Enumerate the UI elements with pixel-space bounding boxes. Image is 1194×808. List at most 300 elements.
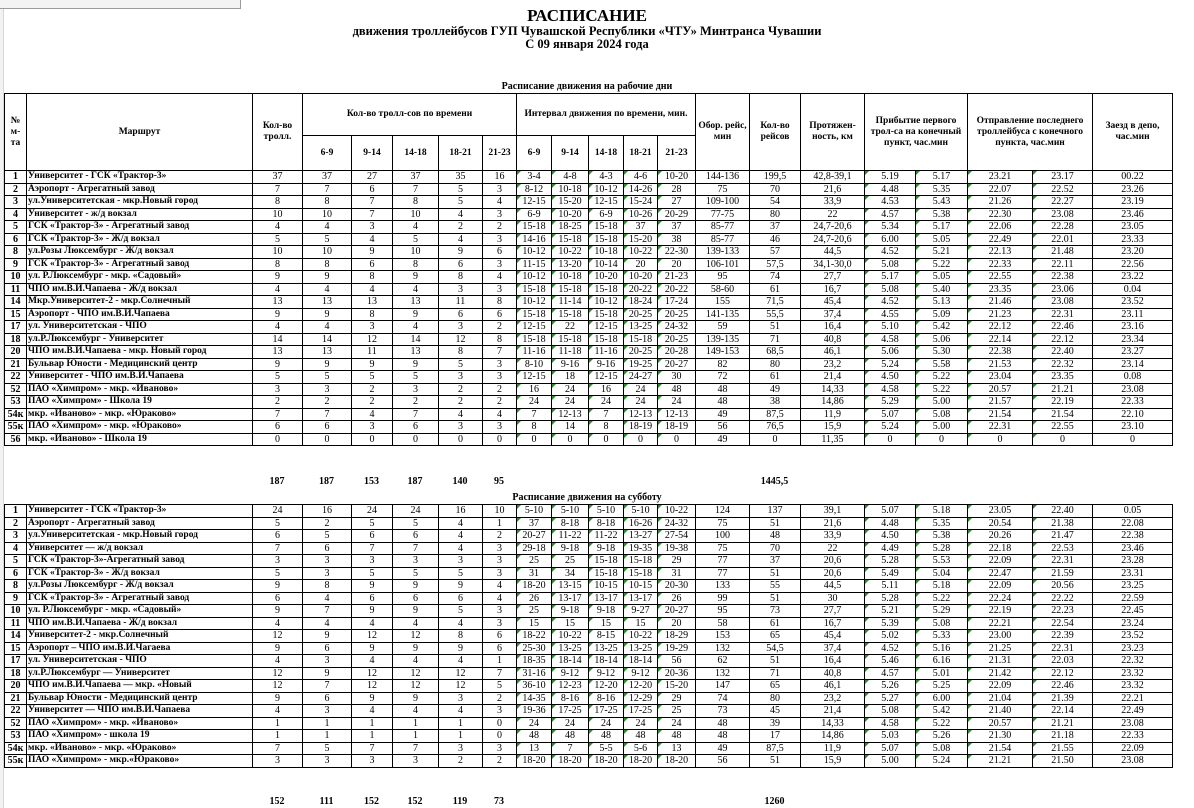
turnaround-min: 49: [696, 742, 750, 755]
interval-21-23: 26: [658, 592, 696, 605]
last-departure-b: 22.46: [1033, 680, 1093, 693]
interval-14-18: 48: [589, 730, 624, 743]
turnaround-min: 153: [696, 630, 750, 643]
qty-14-18: 9: [393, 271, 439, 284]
last-departure-a: 22.33: [968, 258, 1033, 271]
first-arrival-b: 5.13: [916, 296, 968, 309]
route-number: 18: [5, 667, 27, 680]
qty-21-23: 1: [483, 655, 517, 668]
length-km: 44,5: [801, 580, 865, 593]
interval-21-23: 20-25: [658, 333, 696, 346]
total-14-18: 187: [407, 476, 423, 487]
interval-9-14: 7: [552, 742, 589, 755]
qty-21-23: 4: [483, 408, 517, 421]
last-departure-b: 22.12: [1033, 667, 1093, 680]
depot-return: 23.34: [1093, 333, 1173, 346]
first-arrival-a: 4.52: [865, 296, 916, 309]
turnaround-min: 58-60: [696, 283, 750, 296]
route-number: 4: [5, 542, 27, 555]
table-row: [5, 371, 1173, 384]
interval-6-9: 20-27: [517, 530, 552, 543]
depot-return: 22.45: [1093, 605, 1173, 618]
interval-6-9: 7: [517, 408, 552, 421]
last-departure-b: 21.18: [1033, 730, 1093, 743]
interval-9-14: 24: [552, 396, 589, 409]
interval-14-18: 9-18: [589, 542, 624, 555]
interval-6-9: 19-36: [517, 705, 552, 718]
qty-14-18: 9: [393, 580, 439, 593]
qty-9-14: 11: [352, 346, 393, 359]
interval-21-23: 37: [658, 221, 696, 234]
qty-18-21: 4: [439, 208, 483, 221]
route-number: 55к: [5, 755, 27, 768]
depot-return: 23.24: [1093, 617, 1173, 630]
interval-6-9: 11-16: [517, 346, 552, 359]
interval-18-21: 5-6: [624, 742, 658, 755]
qty-9-14: 4: [352, 283, 393, 296]
interval-14-18: 24: [589, 396, 624, 409]
route-number: 8: [5, 580, 27, 593]
interval-14-18: 15-18: [589, 567, 624, 580]
first-arrival-b: 5.18: [916, 505, 968, 518]
qty-14-18: 6: [393, 592, 439, 605]
table-row: [5, 246, 1173, 259]
qty-6-9: 7: [303, 408, 352, 421]
qty-21-23: 3: [483, 283, 517, 296]
turnaround-min: 77: [696, 555, 750, 568]
qty-18-21: 5: [439, 183, 483, 196]
depot-return: 23.32: [1093, 667, 1173, 680]
qty-21-23: 2: [483, 755, 517, 768]
table-row: [5, 617, 1173, 630]
length-km: 24,7-20,6: [801, 233, 865, 246]
route-name: ПАО «Химпром» - Школа 19: [27, 396, 253, 409]
route-name: ПАО «Химпром» - мкр. «Юраково»: [27, 421, 253, 434]
interval-9-14: 25: [552, 555, 589, 568]
qty-21-23: 6: [483, 308, 517, 321]
qty-21-23: 10: [483, 505, 517, 518]
qty-total: 7: [253, 408, 303, 421]
interval-21-23: 30: [658, 371, 696, 384]
length-km: 14,33: [801, 383, 865, 396]
trips-count: 48: [750, 530, 801, 543]
table-row: [5, 580, 1173, 593]
qty-total: 10: [253, 246, 303, 259]
qty-21-23: 3: [483, 258, 517, 271]
last-departure-b: 22.22: [1033, 592, 1093, 605]
qty-14-18: 37: [393, 171, 439, 184]
qty-21-23: 7: [483, 667, 517, 680]
interval-18-21: 19-35: [624, 542, 658, 555]
length-km: 33,9: [801, 196, 865, 209]
trips-count: 51: [750, 655, 801, 668]
depot-return: 22.21: [1093, 692, 1173, 705]
route-number: 11: [5, 617, 27, 630]
interval-9-14: 15-18: [552, 308, 589, 321]
first-arrival-a: 5.24: [865, 358, 916, 371]
last-departure-b: 22.32: [1033, 358, 1093, 371]
qty-14-18: 4: [393, 283, 439, 296]
last-departure-a: 22.09: [968, 555, 1033, 568]
last-departure-b: 22.27: [1033, 196, 1093, 209]
int-9-14: 9-14: [552, 136, 589, 171]
last-departure-a: 22.19: [968, 605, 1033, 618]
turnaround-min: 99: [696, 592, 750, 605]
interval-9-14: 13-20: [552, 258, 589, 271]
route-number: 52: [5, 383, 27, 396]
qty-18-21: 3: [439, 321, 483, 334]
col-qty: Кол-во тролл.: [253, 94, 303, 171]
qty-18-21: 6: [439, 592, 483, 605]
qty-21-23: 2: [483, 692, 517, 705]
qty-18-21: 3: [439, 555, 483, 568]
interval-21-23: 25: [658, 705, 696, 718]
interval-14-18: 16: [589, 383, 624, 396]
interval-14-18: 24: [589, 717, 624, 730]
interval-21-23: 12-13: [658, 408, 696, 421]
interval-14-18: 0: [589, 433, 624, 446]
interval-14-18: 9-16: [589, 358, 624, 371]
last-departure-b: 23.08: [1033, 296, 1093, 309]
interval-18-21: 20-25: [624, 346, 658, 359]
last-departure-b: 20.56: [1033, 580, 1093, 593]
qty-9-14: 3: [352, 555, 393, 568]
qty-18-21: 0: [439, 433, 483, 446]
qty-9-14: 5: [352, 517, 393, 530]
qty-18-21: 35: [439, 171, 483, 184]
interval-18-21: 24: [624, 383, 658, 396]
interval-9-14: 9-18: [552, 542, 589, 555]
route-name: мкр. «Иваново» - Школа 19: [27, 433, 253, 446]
interval-9-14: 13-25: [552, 642, 589, 655]
depot-return: 23.08: [1093, 717, 1173, 730]
first-arrival-b: 5.43: [916, 196, 968, 209]
trips-count: 87,5: [750, 742, 801, 755]
last-departure-a: 20.54: [968, 517, 1033, 530]
qty-21-23: 1: [483, 517, 517, 530]
sat-total-14-18: 152: [407, 796, 423, 807]
interval-18-21: 37: [624, 221, 658, 234]
qty-6-9: 8: [303, 196, 352, 209]
turnaround-min: 75: [696, 517, 750, 530]
last-departure-b: 23.06: [1033, 283, 1093, 296]
last-departure-b: 21.50: [1033, 755, 1093, 768]
qty-18-21: 8: [439, 271, 483, 284]
last-departure-b: 22.31: [1033, 308, 1093, 321]
qty-total: 8: [253, 196, 303, 209]
qty-9-14: 2: [352, 383, 393, 396]
qty-6-9: 0: [303, 433, 352, 446]
qty-6-9: 6: [303, 692, 352, 705]
first-arrival-a: 5.03: [865, 730, 916, 743]
interval-9-14: 11-14: [552, 296, 589, 309]
route-name: ПАО «Химпром» - мкр. «Иваново»: [27, 717, 253, 730]
qty-6-9: 9: [303, 308, 352, 321]
depot-return: 23.46: [1093, 208, 1173, 221]
qty-total: 7: [253, 742, 303, 755]
length-km: 21,6: [801, 517, 865, 530]
first-arrival-b: 5.22: [916, 717, 968, 730]
qty-14-18: 9: [393, 642, 439, 655]
interval-21-23: 48: [658, 730, 696, 743]
col-interval: Интервал движения по времени, мин.: [517, 94, 696, 136]
qty-6-9: 16: [303, 505, 352, 518]
last-departure-a: 22.31: [968, 421, 1033, 434]
last-departure-a: 23.21: [968, 171, 1033, 184]
route-number: 14: [5, 296, 27, 309]
first-arrival-b: 5.22: [916, 258, 968, 271]
qty-21-23: 5: [483, 680, 517, 693]
route-name: Университет - ЧПО им.В.И.Чапаева: [27, 371, 253, 384]
qty-21-23: 3: [483, 617, 517, 630]
qty-14-18: 4: [393, 221, 439, 234]
qty-6-9: 13: [303, 346, 352, 359]
qty-14-18: 6: [393, 530, 439, 543]
table-row: [5, 517, 1173, 530]
table-row: [5, 346, 1173, 359]
turnaround-min: 124: [696, 505, 750, 518]
qty-total: 12: [253, 680, 303, 693]
qty-total: 9: [253, 308, 303, 321]
route-name: ПАО «Химпром» - школа 19: [27, 730, 253, 743]
first-arrival-b: 5.06: [916, 333, 968, 346]
last-departure-a: 22.47: [968, 567, 1033, 580]
length-km: 14,33: [801, 717, 865, 730]
table-row: [5, 283, 1173, 296]
interval-14-18: 5-5: [589, 742, 624, 755]
qty-21-23: 4: [483, 592, 517, 605]
saturday-rows: [5, 505, 1173, 768]
last-departure-a: 22.13: [968, 246, 1033, 259]
first-arrival-b: 5.24: [916, 755, 968, 768]
qty-6-9: 9: [303, 667, 352, 680]
interval-6-9: 26: [517, 592, 552, 605]
last-departure-a: 23.00: [968, 630, 1033, 643]
qty-18-21: 2: [439, 383, 483, 396]
document-header: [0, 6, 1174, 51]
interval-14-18: 9-18: [589, 605, 624, 618]
length-km: 21,4: [801, 371, 865, 384]
last-departure-a: 21.31: [968, 655, 1033, 668]
interval-18-21: 10-26: [624, 208, 658, 221]
interval-6-9: 5-10: [517, 505, 552, 518]
total-trips: 1445,5: [760, 476, 789, 487]
qty-9-14: 9-14: [352, 136, 393, 171]
table-row: [5, 321, 1173, 334]
first-arrival-a: 4.52: [865, 642, 916, 655]
interval-21-23: 20: [658, 258, 696, 271]
qty-6-9: 10: [303, 246, 352, 259]
qty-9-14: 9: [352, 605, 393, 618]
qty-6-9: 3: [303, 383, 352, 396]
trips-count: 80: [750, 358, 801, 371]
interval-18-21: 18-19: [624, 421, 658, 434]
trips-count: 51: [750, 321, 801, 334]
route-number: 10: [5, 271, 27, 284]
route-name: ул. Университетская - ЧПО: [27, 321, 253, 334]
qty-6-9: 6: [303, 642, 352, 655]
table-row: [5, 171, 1173, 184]
qty-14-18: 14-18: [393, 136, 439, 171]
last-departure-a: 21.40: [968, 705, 1033, 718]
interval-14-18: 11-22: [589, 530, 624, 543]
route-number: 2: [5, 183, 27, 196]
first-arrival-a: 5.06: [865, 346, 916, 359]
trips-count: 71: [750, 333, 801, 346]
qty-14-18: 14: [393, 333, 439, 346]
interval-21-23: 31: [658, 567, 696, 580]
interval-9-14: 9-12: [552, 667, 589, 680]
qty-9-14: 9: [352, 642, 393, 655]
last-departure-b: 22.39: [1033, 630, 1093, 643]
depot-return: 22.56: [1093, 258, 1173, 271]
last-departure-b: 22.40: [1033, 346, 1093, 359]
depot-return: 23.20: [1093, 246, 1173, 259]
qty-9-14: 5: [352, 371, 393, 384]
qty-total: 24: [253, 505, 303, 518]
table-row: [5, 542, 1173, 555]
route-number: 52: [5, 717, 27, 730]
interval-9-14: 15-18: [552, 333, 589, 346]
interval-14-18: 12-15: [589, 371, 624, 384]
turnaround-min: 75: [696, 183, 750, 196]
depot-return: 0.05: [1093, 505, 1173, 518]
qty-21-23: 4: [483, 196, 517, 209]
interval-6-9: 18-22: [517, 630, 552, 643]
interval-14-18: 10-15: [589, 580, 624, 593]
turnaround-min: 59: [696, 321, 750, 334]
qty-18-21: 2: [439, 755, 483, 768]
interval-14-18: 9-12: [589, 667, 624, 680]
interval-14-18: 10-12: [589, 183, 624, 196]
turnaround-min: 85-77: [696, 233, 750, 246]
turnaround-min: 56: [696, 755, 750, 768]
first-arrival-a: 5.46: [865, 655, 916, 668]
interval-18-21: 13-25: [624, 321, 658, 334]
first-arrival-b: 5.17: [916, 221, 968, 234]
qty-total: 7: [253, 183, 303, 196]
trips-count: 70: [750, 542, 801, 555]
interval-14-18: 8-15: [589, 630, 624, 643]
qty-18-21: 3: [439, 742, 483, 755]
trips-count: 55,5: [750, 308, 801, 321]
interval-6-9: 8: [517, 421, 552, 434]
depot-return: 22.59: [1093, 592, 1173, 605]
interval-9-14: 15-20: [552, 196, 589, 209]
first-arrival-b: 5.05: [916, 271, 968, 284]
qty-6-9: 4: [303, 221, 352, 234]
turnaround-min: 48: [696, 717, 750, 730]
route-name: ЧПО им.В.И.Чапаева - Ж/д вокзал: [27, 617, 253, 630]
qty-18-21: 1: [439, 717, 483, 730]
depot-return: 23.23: [1093, 642, 1173, 655]
route-name: Университет — ж/д вокзал: [27, 542, 253, 555]
trips-count: 45: [750, 705, 801, 718]
interval-21-23: 17-24: [658, 296, 696, 309]
trips-count: 68,5: [750, 346, 801, 359]
interval-21-23: 20-27: [658, 605, 696, 618]
route-name: ул. Р.Люксембург - мкр. «Садовый»: [27, 605, 253, 618]
length-km: 27,7: [801, 271, 865, 284]
first-arrival-a: 5.26: [865, 680, 916, 693]
route-name: ПАО «Химпром» - мкр. «Иваново»: [27, 383, 253, 396]
interval-6-9: 15-18: [517, 283, 552, 296]
qty-18-21: 6: [439, 258, 483, 271]
route-name: ГСК «Трактор-3»-Агрегатный завод: [27, 555, 253, 568]
interval-9-14: 4-8: [552, 171, 589, 184]
qty-21-23: 2: [483, 221, 517, 234]
interval-18-21: 9-12: [624, 667, 658, 680]
qty-9-14: 12: [352, 667, 393, 680]
turnaround-min: 75: [696, 542, 750, 555]
route-name: ГСК «Трактор-3» - Агрегатный завод: [27, 258, 253, 271]
last-departure-a: 23.35: [968, 283, 1033, 296]
interval-21-23: 19-38: [658, 542, 696, 555]
qty-14-18: 3: [393, 755, 439, 768]
qty-total: 5: [253, 371, 303, 384]
route-number: 15: [5, 308, 27, 321]
route-number: 21: [5, 692, 27, 705]
total-9-14: 153: [364, 476, 379, 487]
last-departure-a: 22.14: [968, 333, 1033, 346]
turnaround-min: 149-153: [696, 346, 750, 359]
turnaround-min: 132: [696, 667, 750, 680]
interval-18-21: 24: [624, 717, 658, 730]
first-arrival-b: 5.22: [916, 383, 968, 396]
interval-9-14: 10-22: [552, 630, 589, 643]
qty-6-9: 3: [303, 705, 352, 718]
route-name: ул.Розы Люксембург - Ж/д вокзал: [27, 580, 253, 593]
first-arrival-b: 5.18: [916, 580, 968, 593]
last-departure-b: 22.53: [1033, 542, 1093, 555]
turnaround-min: 141-135: [696, 308, 750, 321]
last-departure-b: 22.23: [1033, 605, 1093, 618]
qty-total: 9: [253, 271, 303, 284]
effective-date: С 09 января 2024 года: [525, 37, 649, 51]
trips-count: 61: [750, 283, 801, 296]
interval-9-14: 9-18: [552, 605, 589, 618]
interval-14-18: 15-18: [589, 555, 624, 568]
trips-count: 0: [750, 433, 801, 446]
last-departure-a: 22.24: [968, 592, 1033, 605]
qty-21-23: 2: [483, 383, 517, 396]
table-row: [5, 271, 1173, 284]
qty-14-18: 1: [393, 717, 439, 730]
col-length: Протяжен-ность, км: [801, 94, 865, 171]
qty-21-23: 3: [483, 233, 517, 246]
last-departure-a: 21.54: [968, 742, 1033, 755]
interval-18-21: 20-22: [624, 283, 658, 296]
interval-9-14: 14: [552, 421, 589, 434]
route-name: ул.Университетская - мкр.Новый город: [27, 196, 253, 209]
trips-count: 61: [750, 371, 801, 384]
last-departure-a: 22.09: [968, 680, 1033, 693]
length-km: 40,8: [801, 333, 865, 346]
interval-6-9: 37: [517, 517, 552, 530]
interval-21-23: 0: [658, 433, 696, 446]
first-arrival-b: 5.16: [916, 642, 968, 655]
table-row: [5, 258, 1173, 271]
turnaround-min: 48: [696, 383, 750, 396]
turnaround-min: 139-133: [696, 246, 750, 259]
route-name: Университет - ж/д вокзал: [27, 208, 253, 221]
qty-9-14: 7: [352, 208, 393, 221]
last-departure-b: 21.38: [1033, 517, 1093, 530]
first-arrival-a: 5.29: [865, 396, 916, 409]
length-km: 20,6: [801, 555, 865, 568]
qty-21-23: 0: [483, 717, 517, 730]
route-number: 21: [5, 358, 27, 371]
